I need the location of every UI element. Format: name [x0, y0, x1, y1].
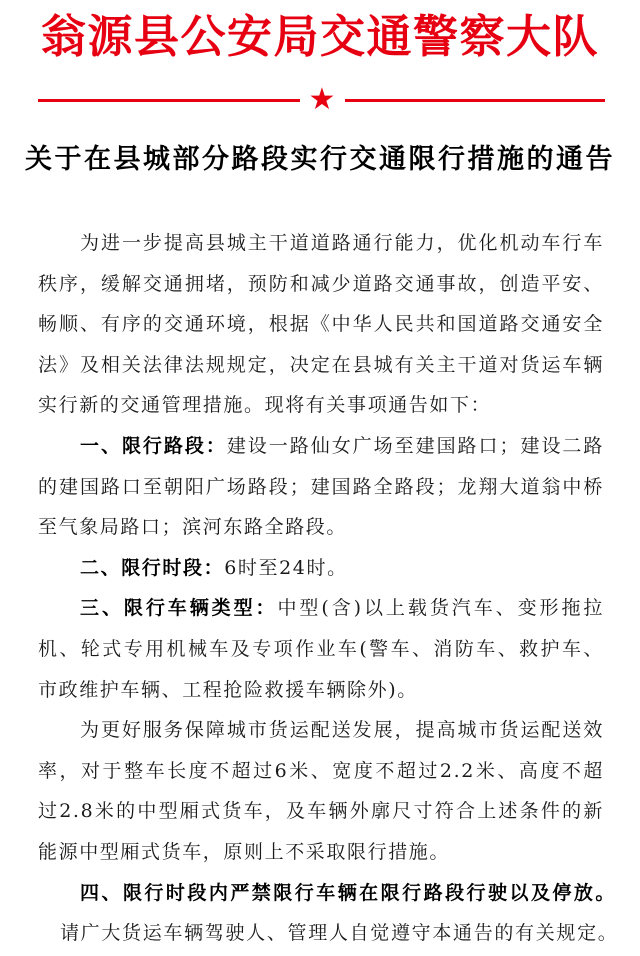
- body-line: [38, 548, 604, 589]
- line-text: 为更好服务保障城市货运配送发展，提高城市货运配送效: [80, 719, 604, 742]
- body-line: [38, 670, 604, 711]
- body-line: [38, 832, 604, 873]
- section-heading: 二、限行时段：: [80, 556, 225, 579]
- line-text: 率，对于整车长度不超过6米、宽度不超过2.2米、高度不超: [38, 759, 604, 782]
- star-icon: ★: [308, 82, 336, 117]
- body-line: [38, 873, 616, 914]
- body-line: [38, 588, 604, 629]
- body-line: [38, 467, 604, 508]
- line-text: 为进一步提高县城主干道道路通行能力，优化机动车行车: [80, 232, 604, 254]
- line-text: 中型(含)以上载货汽车、变形拖拉: [277, 597, 604, 620]
- body-line: [38, 507, 604, 548]
- body-line: [38, 426, 604, 467]
- line-text: 至气象局路口；滨河东路全路段。: [38, 516, 348, 539]
- body-line: [38, 304, 604, 345]
- section-heading: 三、限行车辆类型：: [80, 597, 278, 620]
- body-line: [38, 913, 618, 954]
- line-text: 市政维护车辆、工程抢险救援车辆除外)。: [38, 678, 418, 701]
- line-text: 的建国路口至朝阳广场路段；建国路全路段；龙翔大道翁中桥: [38, 475, 604, 498]
- line-text: 实行新的交通管理措施。现将有关事项通告如下：: [38, 394, 492, 417]
- line-text: 畅顺、有序的交通环境，根据《中华人民共和国道路交通安全: [38, 313, 604, 336]
- body-line: [38, 791, 604, 832]
- line-text: 过2.8米的中型厢式货车，及车辆外廓尺寸符合上述条件的新: [38, 800, 604, 823]
- notice-title: 关于在县城部分路段实行交通限行措施的通告: [25, 144, 615, 175]
- red-rule-right: [345, 99, 605, 102]
- line-text: 建设一路仙女广场至建国路口；建设二路: [226, 434, 604, 457]
- line-text: 6时至24时。: [224, 556, 348, 579]
- body-line: [38, 751, 604, 792]
- line-text: 秩序，缓解交通拥堵，预防和减少道路交通事故，创造平安、: [38, 272, 604, 295]
- line-text: 法》及相关法律法规规定，决定在县城有关主干道对货运车辆: [38, 353, 604, 376]
- line-text: 能源中型厢式货车，原则上不采取限行措施。: [38, 840, 451, 863]
- body-line: [38, 264, 604, 305]
- section-heading: 四、限行时段内严禁限行车辆在限行路段行驶以及停放。: [80, 881, 616, 904]
- body-line: [38, 385, 604, 426]
- line-text: 请广大货运车辆驾驶人、管理人自觉遵守本通告的有关规定。: [60, 922, 618, 945]
- org-title: 翁源县公安局交通警察大队: [40, 10, 599, 63]
- section-heading: 一、限行路段：: [80, 434, 227, 457]
- line-text: 机、轮式专用机械车及专项作业车(警车、消防车、救护车、: [38, 637, 604, 660]
- body-line: [38, 345, 604, 386]
- body-line: [38, 223, 604, 264]
- body-line: [38, 710, 604, 751]
- red-rule-left: [38, 99, 300, 102]
- notice-body: [38, 223, 618, 954]
- body-line: [38, 629, 604, 670]
